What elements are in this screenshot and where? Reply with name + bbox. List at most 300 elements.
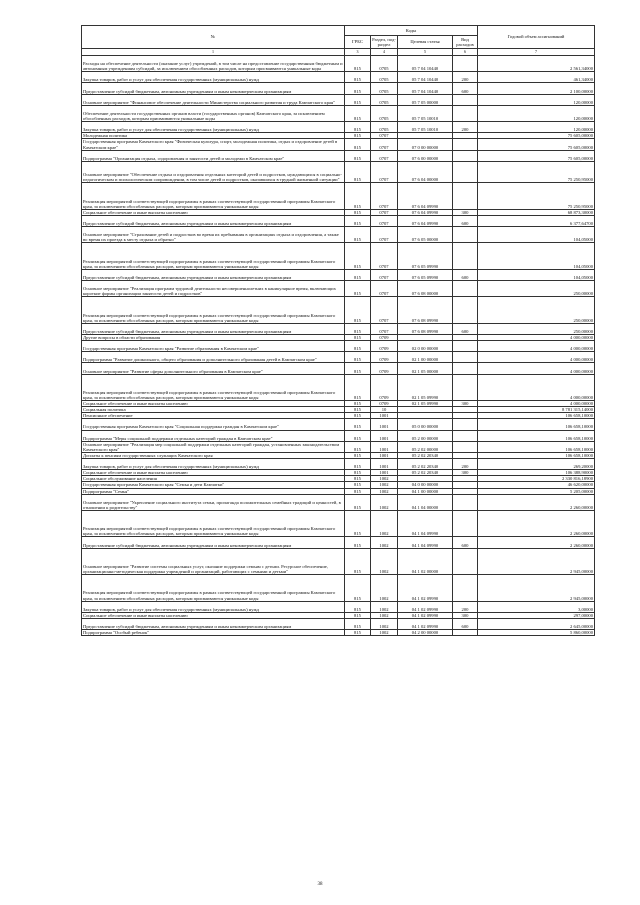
table-row <box>82 374 595 401</box>
row-name-cell: Основное мероприятие "Обеспечение отдыха и оздоровления отдельных категорий детей и подростков, нуждающихся в социально-педагогическом и психологическом сопровождении, в том числе детей и подростков, оказавшихся в трудной жизненной ситуации" <box>82 161 345 182</box>
row-name-cell: Государственная программа Камчатского края "Семья и дети Камчатки" <box>82 482 345 488</box>
row-target-article-cell: 07 6 05 09990 <box>398 269 453 280</box>
row-sum-cell: 106 658,10000 <box>478 419 595 430</box>
row-sum-cell: 104,05000 <box>478 243 595 270</box>
row-target-article-cell: 05 7 05 00000 <box>398 94 453 105</box>
row-section-cell: 1001 <box>371 452 398 458</box>
header-annual-sum: Годовой объем ассигнований <box>478 26 595 49</box>
row-grbs-cell: 815 <box>345 83 371 94</box>
row-name-cell: Пенсионное обеспечение <box>82 413 345 419</box>
row-section-cell: 0707 <box>371 280 398 296</box>
header-colnum-6: 6 <box>453 49 478 56</box>
row-sum-cell: 46 620,00000 <box>478 482 595 488</box>
row-name-cell: Социальное обслуживание населения <box>82 476 345 482</box>
row-section-cell: 0707 <box>371 209 398 215</box>
row-expense-type-cell: 600 <box>453 323 478 334</box>
row-section-cell: 1002 <box>371 476 398 482</box>
table-row <box>82 72 595 83</box>
row-sum-cell: 4 000,00000 <box>478 401 595 407</box>
row-target-article-cell: 04 1 02 09990 <box>398 575 453 602</box>
row-target-article-cell: 05 2 00 00000 <box>398 430 453 441</box>
row-section-cell: 1001 <box>371 419 398 430</box>
row-target-article-cell: 05 7 05 10010 <box>398 122 453 133</box>
row-name-cell: Предоставление субсидий бюджетным, автономным учреждениям и иным некоммерческим организациям <box>82 83 345 94</box>
table-row <box>82 243 595 270</box>
row-sum-cell: 250,00000 <box>478 297 595 324</box>
row-expense-type-cell <box>453 352 478 363</box>
table-row <box>82 459 595 470</box>
row-expense-type-cell: 600 <box>453 83 478 94</box>
row-name-cell: Расходы на обеспечение деятельности (оказание услуг) учреждений, в том числе на предоставление государственным бюджетным и автономным учреждениям субсидий, за исключением обособленных расходов, которым присваиваются уникальные коды <box>82 56 345 72</box>
page-number: 38 <box>317 882 323 887</box>
table-row <box>82 510 595 537</box>
row-grbs-cell: 815 <box>345 630 371 636</box>
row-section-cell: 0709 <box>371 341 398 352</box>
row-section-cell: 1002 <box>371 537 398 548</box>
row-expense-type-cell <box>453 575 478 602</box>
row-name-cell: Основное мероприятие "Реализация мер социальной поддержки отдельных категорий граждан, установленных законодательством Камчатского края" <box>82 441 345 452</box>
header-colnum-4: 4 <box>371 49 398 56</box>
row-target-article-cell: 05 0 00 00000 <box>398 419 453 430</box>
row-grbs-cell: 815 <box>345 413 371 419</box>
row-sum-cell: 68 873,30000 <box>478 209 595 215</box>
row-name-cell: Реализация мероприятий соответствующей подпрограммы в рамках соответствующей государственной программы Камчатского края, за исключением обособленных расходов, которым присваиваются уникальные коды <box>82 297 345 324</box>
row-section-cell: 0707 <box>371 133 398 139</box>
row-target-article-cell: 04 1 04 00000 <box>398 494 453 510</box>
row-section-cell: 0707 <box>371 226 398 242</box>
row-section-cell: 0707 <box>371 215 398 226</box>
header-grbs: ГРБС <box>345 36 371 49</box>
row-expense-type-cell <box>453 548 478 575</box>
row-sum-cell: 75 250,95000 <box>478 161 595 182</box>
header-colnum-1: 1 <box>82 49 345 56</box>
row-sum-cell: 5 860,00000 <box>478 630 595 636</box>
row-grbs-cell: 815 <box>345 510 371 537</box>
row-section-cell: 0709 <box>371 334 398 340</box>
row-name-cell: Реализация мероприятий соответствующей подпрограммы в рамках соответствующей государственной программы Камчатского края, за исключением обособленных расходов, которым присваиваются уникальные коды <box>82 510 345 537</box>
row-sum-cell: 5 205,00000 <box>478 488 595 494</box>
row-section-cell: 1002 <box>371 488 398 494</box>
row-expense-type-cell <box>453 374 478 401</box>
row-name-cell: Реализация мероприятий соответствующей подпрограммы в рамках соответствующей государственной программы Камчатского края, за исключением обособленных расходов, которым присваиваются уникальные коды <box>82 374 345 401</box>
header-colnum-7: 7 <box>478 49 595 56</box>
row-target-article-cell: 05 7 05 10010 <box>398 105 453 121</box>
row-name-cell: Другие вопросы в области образования <box>82 334 345 340</box>
row-expense-type-cell: 300 <box>453 470 478 476</box>
row-section-cell: 0707 <box>371 139 398 150</box>
row-expense-type-cell: 200 <box>453 122 478 133</box>
row-sum-cell: 104,05000 <box>478 269 595 280</box>
row-grbs-cell: 815 <box>345 401 371 407</box>
row-grbs-cell: 815 <box>345 133 371 139</box>
table-row <box>82 323 595 334</box>
row-sum-cell: 4 000,00000 <box>478 363 595 374</box>
row-target-article-cell: 04 2 00 00000 <box>398 630 453 636</box>
row-expense-type-cell: 200 <box>453 72 478 83</box>
row-grbs-cell: 815 <box>345 334 371 340</box>
row-grbs-cell: 815 <box>345 341 371 352</box>
row-section-cell: 1001 <box>371 430 398 441</box>
row-section-cell: 1002 <box>371 494 398 510</box>
row-sum-cell: 106 658,10000 <box>478 441 595 452</box>
row-sum-cell: 75 250,95000 <box>478 183 595 210</box>
table-row <box>82 548 595 575</box>
row-target-article-cell: 04 1 04 09990 <box>398 510 453 537</box>
table-row <box>82 363 595 374</box>
row-expense-type-cell <box>453 139 478 150</box>
row-sum-cell: 104,05000 <box>478 226 595 242</box>
table-row <box>82 618 595 629</box>
row-section-cell: 0705 <box>371 105 398 121</box>
row-expense-type-cell <box>453 630 478 636</box>
table-row <box>82 161 595 182</box>
row-target-article-cell: 07 6 05 09990 <box>398 243 453 270</box>
row-sum-cell: 120,00000 <box>478 105 595 121</box>
row-target-article-cell: 07 0 00 00000 <box>398 139 453 150</box>
row-expense-type-cell <box>453 441 478 452</box>
row-target-article-cell: 07 6 08 00000 <box>398 280 453 296</box>
row-expense-type-cell <box>453 161 478 182</box>
row-name-cell: Закупка товаров, работ и услуг для обеспечения государственных (муниципальных) нужд <box>82 122 345 133</box>
row-name-cell: Предоставление субсидий бюджетным, автономным учреждениям и иным некоммерческим организациям <box>82 215 345 226</box>
row-grbs-cell: 815 <box>345 618 371 629</box>
row-expense-type-cell: 200 <box>453 601 478 612</box>
row-name-cell: Доплаты к пенсиям государственных служащих Камчатского края <box>82 452 345 458</box>
table-row <box>82 94 595 105</box>
table-row <box>82 215 595 226</box>
row-target-article-cell: 07 6 04 00000 <box>398 161 453 182</box>
row-sum-cell: 120,00000 <box>478 122 595 133</box>
table-row <box>82 83 595 94</box>
row-name-cell: Предоставление субсидий бюджетным, автономным учреждениям и иным некоммерческим организациям <box>82 618 345 629</box>
table-row <box>82 441 595 452</box>
row-target-article-cell: 04 1 00 00000 <box>398 488 453 494</box>
row-expense-type-cell: 600 <box>453 269 478 280</box>
row-grbs-cell: 815 <box>345 575 371 602</box>
table-row <box>82 150 595 161</box>
row-expense-type-cell <box>453 430 478 441</box>
row-grbs-cell: 815 <box>345 430 371 441</box>
row-name-cell: Подпрограмма "Особый ребенок" <box>82 630 345 636</box>
row-sum-cell: 120,00000 <box>478 94 595 105</box>
row-sum-cell: 4 000,00000 <box>478 352 595 363</box>
row-grbs-cell: 815 <box>345 139 371 150</box>
row-target-article-cell: 07 6 08 09990 <box>398 297 453 324</box>
row-expense-type-cell: 300 <box>453 401 478 407</box>
row-expense-type-cell <box>453 419 478 430</box>
row-target-article-cell: 05 2 02 20340 <box>398 470 453 476</box>
row-sum-cell: 250,00000 <box>478 280 595 296</box>
row-name-cell: Основное мероприятие "Развитие системы социальных услуг, оказание поддержки семьям с детьми. Ресурсное обеспечение, организационно-методическая поддержка учреждений и организаций, работающих с семьями и детьми" <box>82 548 345 575</box>
row-name-cell: Реализация мероприятий соответствующей подпрограммы в рамках соответствующей государственной программы Камчатского края, за исключением обособленных расходов, которым присваиваются уникальные коды <box>82 243 345 270</box>
row-expense-type-cell <box>453 243 478 270</box>
row-sum-cell: 106 658,10000 <box>478 452 595 458</box>
table-row <box>82 430 595 441</box>
row-section-cell: 0705 <box>371 94 398 105</box>
table-row <box>82 419 595 430</box>
row-name-cell: Социальное обеспечение и иные выплаты населению <box>82 209 345 215</box>
row-name-cell: Государственная программа Камчатского края "Развитие образования в Камчатском крае" <box>82 341 345 352</box>
row-expense-type-cell <box>453 510 478 537</box>
row-name-cell: Молодежная политика <box>82 133 345 139</box>
row-grbs-cell: 815 <box>345 183 371 210</box>
row-target-article-cell: 04 1 04 09990 <box>398 537 453 548</box>
row-target-article-cell: 02 1 05 00000 <box>398 363 453 374</box>
table-row <box>82 630 595 636</box>
row-grbs-cell: 815 <box>345 122 371 133</box>
row-section-cell: 1001 <box>371 413 398 419</box>
row-expense-type-cell <box>453 494 478 510</box>
row-target-article-cell: 02 1 05 09990 <box>398 401 453 407</box>
row-target-article-cell: 04 0 00 00000 <box>398 482 453 488</box>
row-sum-cell: 6 377,64700 <box>478 215 595 226</box>
table-body <box>82 56 595 636</box>
row-sum-cell: 250,00000 <box>478 323 595 334</box>
table-row <box>82 139 595 150</box>
row-section-cell: 0709 <box>371 374 398 401</box>
row-sum-cell: 2 260,00000 <box>478 494 595 510</box>
row-name-cell: Социальное обеспечение и иные выплаты населению <box>82 470 345 476</box>
row-target-article-cell: 05 2 02 20340 <box>398 459 453 470</box>
row-name-cell: Подпрограмма "Меры социальной поддержки отдельных категорий граждан в Камчатском крае" <box>82 430 345 441</box>
row-section-cell: 0707 <box>371 150 398 161</box>
row-sum-cell: 2 945,00000 <box>478 548 595 575</box>
row-name-cell: Подпрограмма "Развитие дошкольного, общего образования и дополнительного образования детей в Камчатском крае" <box>82 352 345 363</box>
row-section-cell: 0707 <box>371 323 398 334</box>
row-expense-type-cell <box>453 94 478 105</box>
row-section-cell: 1002 <box>371 482 398 488</box>
table-row <box>82 297 595 324</box>
row-section-cell: 0709 <box>371 401 398 407</box>
row-name-cell: Предоставление субсидий бюджетным, автономным учреждениям и иным некоммерческим организациям <box>82 323 345 334</box>
row-target-article-cell: 02 1 00 00000 <box>398 352 453 363</box>
row-grbs-cell: 815 <box>345 482 371 488</box>
row-name-cell: Государственная программа Камчатского края "Социальная поддержка граждан в Камчатском крае" <box>82 419 345 430</box>
row-name-cell: Предоставление субсидий бюджетным, автономным учреждениям и иным некоммерческим организациям <box>82 269 345 280</box>
row-section-cell: 10 <box>371 407 398 413</box>
header-expense-type: Вид расходов <box>453 36 478 49</box>
row-section-cell: 0707 <box>371 183 398 210</box>
row-grbs-cell: 815 <box>345 363 371 374</box>
row-target-article-cell: 04 1 02 09990 <box>398 612 453 618</box>
row-section-cell: 0707 <box>371 161 398 182</box>
row-grbs-cell: 815 <box>345 441 371 452</box>
row-grbs-cell: 815 <box>345 537 371 548</box>
row-section-cell: 0705 <box>371 122 398 133</box>
row-target-article-cell: 05 7 04 10440 <box>398 72 453 83</box>
row-section-cell: 1001 <box>371 459 398 470</box>
row-grbs-cell: 815 <box>345 105 371 121</box>
row-grbs-cell: 815 <box>345 280 371 296</box>
row-section-cell: 1001 <box>371 470 398 476</box>
row-expense-type-cell: 300 <box>453 209 478 215</box>
table-row <box>82 575 595 602</box>
row-expense-type-cell: 300 <box>453 612 478 618</box>
row-name-cell: Социальное обеспечение и иные выплаты населению <box>82 612 345 618</box>
row-grbs-cell: 815 <box>345 161 371 182</box>
row-sum-cell: 2 260,00000 <box>478 537 595 548</box>
row-name-cell: Реализация мероприятий соответствующей подпрограммы в рамках соответствующей государственной программы Камчатского края, за исключением обособленных расходов, которым присваиваются уникальные коды <box>82 183 345 210</box>
table-row <box>82 183 595 210</box>
row-sum-cell: 2 561,34000 <box>478 56 595 72</box>
row-grbs-cell: 815 <box>345 494 371 510</box>
header-target-article: Целевая статья <box>398 36 453 49</box>
row-expense-type-cell <box>453 280 478 296</box>
row-sum-cell: 269,20000 <box>478 459 595 470</box>
row-section-cell: 1002 <box>371 618 398 629</box>
row-target-article-cell: 07 6 04 09990 <box>398 183 453 210</box>
row-grbs-cell: 815 <box>345 352 371 363</box>
row-expense-type-cell: 600 <box>453 618 478 629</box>
row-grbs-cell: 815 <box>345 476 371 482</box>
table-row <box>82 269 595 280</box>
row-target-article-cell: 07 6 08 09990 <box>398 323 453 334</box>
row-target-article-cell: 07 6 04 09990 <box>398 215 453 226</box>
row-grbs-cell: 815 <box>345 470 371 476</box>
row-target-article-cell: 07 6 05 00000 <box>398 226 453 242</box>
table-row <box>82 56 595 72</box>
row-expense-type-cell <box>453 183 478 210</box>
header-section: Раздел, под-раздел <box>372 36 396 47</box>
row-name-cell: Реализация мероприятий соответствующей подпрограммы в рамках соответствующей государственной программы Камчатского края, за исключением обособленных расходов, которым присваиваются уникальные коды <box>82 575 345 602</box>
row-grbs-cell: 815 <box>345 150 371 161</box>
row-section-cell: 1001 <box>371 441 398 452</box>
row-sum-cell: 75 605,00000 <box>478 139 595 150</box>
row-section-cell: 1002 <box>371 575 398 602</box>
row-grbs-cell: 815 <box>345 209 371 215</box>
row-grbs-cell: 815 <box>345 407 371 413</box>
table-row <box>82 226 595 242</box>
table-row <box>82 122 595 133</box>
row-name-cell: Обеспечение деятельности государственных органов власти (государственных органов) Камчатского края, за исключением обособленных расходов, которым присваиваются уникальные коды <box>82 105 345 121</box>
row-sum-cell: 297,00000 <box>478 612 595 618</box>
row-grbs-cell: 815 <box>345 452 371 458</box>
row-name-cell: Основное мероприятие "Реализация программ трудовой деятельности несовершеннолетних в каникулярное время, включающих короткие формы организации занятости детей и подростков" <box>82 280 345 296</box>
row-sum-cell: 2 330 816,18900 <box>478 476 595 482</box>
row-target-article-cell: 05 2 02 00000 <box>398 441 453 452</box>
row-section-cell: 0705 <box>371 72 398 83</box>
row-section-cell: 1002 <box>371 612 398 618</box>
table-row <box>82 494 595 510</box>
row-expense-type-cell <box>453 363 478 374</box>
row-target-article-cell: 05 7 04 10440 <box>398 56 453 72</box>
row-section-cell: 0709 <box>371 363 398 374</box>
row-sum-cell: 4 000,00000 <box>478 374 595 401</box>
row-section-cell: 0705 <box>371 56 398 72</box>
row-sum-cell: 2 945,00000 <box>478 575 595 602</box>
row-grbs-cell: 815 <box>345 612 371 618</box>
row-grbs-cell: 815 <box>345 419 371 430</box>
row-expense-type-cell <box>453 56 478 72</box>
row-name-cell: Закупка товаров, работ и услуг для обеспечения государственных (муниципальных) нужд <box>82 72 345 83</box>
row-grbs-cell: 815 <box>345 56 371 72</box>
row-target-article-cell: 04 1 02 09990 <box>398 618 453 629</box>
row-section-cell: 1002 <box>371 601 398 612</box>
row-section-cell: 0709 <box>371 352 398 363</box>
table-row <box>82 280 595 296</box>
row-target-article-cell: 07 6 04 09990 <box>398 209 453 215</box>
row-sum-cell: 2 645,00000 <box>478 618 595 629</box>
row-grbs-cell: 815 <box>345 297 371 324</box>
row-sum-cell: 106 658,10000 <box>478 430 595 441</box>
header-number: № <box>82 26 345 49</box>
row-name-cell: Социальная политика <box>82 407 345 413</box>
row-target-article-cell: 07 6 00 00000 <box>398 150 453 161</box>
row-grbs-cell: 815 <box>345 243 371 270</box>
header-codes: Коды <box>345 26 478 36</box>
row-sum-cell: 3,00000 <box>478 601 595 612</box>
table-header <box>82 26 595 56</box>
budget-table <box>81 25 595 636</box>
row-grbs-cell: 815 <box>345 226 371 242</box>
row-name-cell: Закупка товаров, работ и услуг для обеспечения государственных (муниципальных) нужд <box>82 459 345 470</box>
row-section-cell: 0705 <box>371 83 398 94</box>
row-grbs-cell: 815 <box>345 323 371 334</box>
table-row <box>82 352 595 363</box>
row-section-cell: 1002 <box>371 548 398 575</box>
row-section-cell: 1002 <box>371 630 398 636</box>
budget-table-sheet <box>81 25 594 636</box>
row-expense-type-cell <box>453 150 478 161</box>
row-target-article-cell: 04 1 02 09990 <box>398 601 453 612</box>
row-expense-type-cell <box>453 226 478 242</box>
row-grbs-cell: 815 <box>345 374 371 401</box>
row-name-cell: Основное мероприятие "Страхование детей и подростков во время их пребывания в организациях отдыха и оздоровления, а также во время их проезда к месту отдыха и обратно" <box>82 226 345 242</box>
row-sum-cell: 4 000,00000 <box>478 334 595 340</box>
row-sum-cell: 2 100,00000 <box>478 83 595 94</box>
row-expense-type-cell: 200 <box>453 459 478 470</box>
row-grbs-cell: 815 <box>345 488 371 494</box>
row-expense-type-cell <box>453 297 478 324</box>
row-target-article-cell: 02 0 00 00000 <box>398 341 453 352</box>
row-name-cell: Основное мероприятие "Укрепление социального института семьи, пропаганда положительных семейных традиций и ценностей, в отношении к родительству" <box>82 494 345 510</box>
row-grbs-cell: 815 <box>345 215 371 226</box>
row-sum-cell: 106 658,10000 <box>478 413 595 419</box>
header-colnum-5: 5 <box>398 49 453 56</box>
row-sum-cell: 8 781 315,14000 <box>478 407 595 413</box>
row-name-cell: Закупка товаров, работ и услуг для обеспечения государственных (муниципальных) нужд <box>82 601 345 612</box>
table-row <box>82 341 595 352</box>
row-name-cell: Государственная программа Камчатского края "Физическая культура, спорт, молодежная политика, отдых и оздоровление детей в Камчатском крае" <box>82 139 345 150</box>
row-grbs-cell: 815 <box>345 548 371 575</box>
row-name-cell: Социальное обеспечение и иные выплаты населению <box>82 401 345 407</box>
row-target-article-cell: 02 1 05 09990 <box>398 374 453 401</box>
row-target-article-cell: 04 1 02 00000 <box>398 548 453 575</box>
table-row <box>82 105 595 121</box>
row-sum-cell: 75 605,00000 <box>478 133 595 139</box>
row-section-cell: 0707 <box>371 269 398 280</box>
table-row <box>82 601 595 612</box>
row-sum-cell: 4 000,00000 <box>478 341 595 352</box>
row-expense-type-cell <box>453 105 478 121</box>
row-target-article-cell: 05 2 02 20340 <box>398 452 453 458</box>
row-grbs-cell: 815 <box>345 601 371 612</box>
row-grbs-cell: 815 <box>345 72 371 83</box>
row-sum-cell: 461,34000 <box>478 72 595 83</box>
row-target-article-cell: 05 7 04 10440 <box>398 83 453 94</box>
header-colnum-3: 3 <box>345 49 371 56</box>
row-sum-cell: 75 605,00000 <box>478 150 595 161</box>
table-row <box>82 537 595 548</box>
row-expense-type-cell: 600 <box>453 537 478 548</box>
row-name-cell: Подпрограмма "Семья" <box>82 488 345 494</box>
row-name-cell: Подпрограмма "Организация отдыха, оздоровления и занятости детей и молодежи в Камчатском крае" <box>82 150 345 161</box>
row-grbs-cell: 815 <box>345 459 371 470</box>
row-name-cell: Основное мероприятие "Финансовое обеспечение деятельности Министерства социального развития и труда Камчатского края" <box>82 94 345 105</box>
row-sum-cell: 2 260,00000 <box>478 510 595 537</box>
row-section-cell: 0707 <box>371 243 398 270</box>
row-name-cell: Предоставление субсидий бюджетным, автономным учреждениям и иным некоммерческим организациям <box>82 537 345 548</box>
